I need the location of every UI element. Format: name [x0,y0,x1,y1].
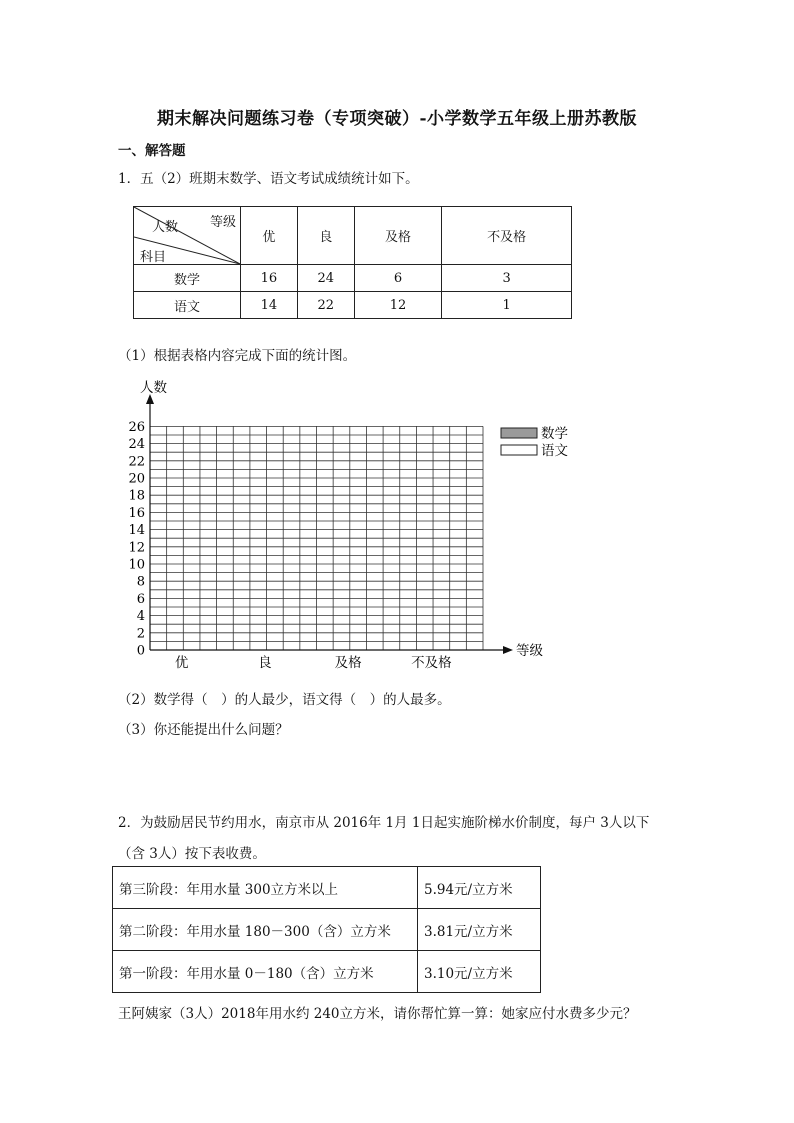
y-tick-label: 10 [128,557,145,573]
value-cell: 14 [241,292,298,319]
y-tick-label: 4 [136,609,145,625]
x-axis-title: 等级 [516,643,543,659]
y-tick-label: 18 [128,488,145,504]
table-row [113,951,541,993]
q2-water-price-table [112,866,541,993]
y-tick-label: 2 [136,626,145,642]
header-cell: 及格 [354,207,442,265]
q2-stem-line1: 2．为鼓励居民节约用水，南京市从 2016年 1月 1日起实施阶梯水价制度，每户 3人以下 [118,815,650,831]
y-tick-label: 12 [128,540,145,556]
q1-stem: 1．五（2）班期末数学、语文考试成绩统计如下。 [118,171,419,187]
value-cell: 22 [297,292,354,319]
legend-label: 数学 [541,426,568,442]
y-tick-label: 8 [136,574,145,590]
header-cell: 优 [241,207,298,265]
q1-score-table [133,206,572,319]
value-cell: 16 [241,265,298,292]
x-category-label: 不及格 [411,655,452,670]
page-title: 期末解决问题练习卷（专项突破）-小学数学五年级上册苏教版 [156,109,638,129]
legend-label: 语文 [541,443,568,459]
price-cell: 3.10元/立方米 [418,951,541,993]
subject-cell: 数学 [134,265,241,292]
table-corner-cell [134,207,241,265]
table-row [113,867,541,909]
value-cell: 6 [354,265,442,292]
legend-swatch [501,428,537,438]
section-heading: 一、解答题 [118,143,186,159]
table-row [113,909,541,951]
stage-cell: 第一阶段：年用水量 0－180（含）立方米 [113,951,418,993]
y-tick-label: 16 [128,505,145,521]
header-cell: 不及格 [442,207,572,265]
subject-cell: 语文 [134,292,241,319]
corner-label-count: 人数 [152,220,179,235]
y-tick-label: 24 [128,437,145,453]
corner-label-grade: 等级 [209,215,236,230]
value-cell: 1 [442,292,572,319]
y-tick-label: 26 [128,419,145,435]
legend-swatch [501,445,537,455]
table-row [134,292,572,319]
value-cell: 24 [297,265,354,292]
price-cell: 3.81元/立方米 [418,909,541,951]
value-cell: 3 [442,265,572,292]
q2-stem-line2: （含 3人）按下表收费。 [118,846,266,862]
x-category-label: 优 [174,655,189,670]
table-row [134,265,572,292]
y-axis-title: 人数 [140,380,167,396]
q2-question: 王阿姨家（3人）2018年用水约 240立方米，请你帮忙算一算：她家应付水费多少元？ [118,1006,637,1022]
y-tick-label: 20 [128,471,145,487]
q1-sub2: （2）数学得（ ）的人最少，语文得（ ）的人最多。 [118,692,451,708]
x-category-label: 良 [258,655,272,670]
y-tick-label: 6 [136,591,145,607]
y-tick-label: 14 [128,523,145,539]
y-tick-label: 0 [136,643,145,659]
corner-label-subject: 科目 [140,250,167,265]
value-cell: 12 [354,292,442,319]
header-cell: 良 [297,207,354,265]
q1-sub3: （3）你还能提出什么问题？ [118,722,289,738]
x-category-label: 及格 [334,655,362,670]
bar-chart-grid [120,370,590,670]
q1-sub1: （1）根据表格内容完成下面的统计图。 [118,348,357,364]
y-tick-label: 22 [128,454,145,470]
stage-cell: 第三阶段：年用水量 300立方米以上 [113,867,418,909]
x-axis-arrow [503,646,513,654]
stage-cell: 第二阶段：年用水量 180－300（含）立方米 [113,909,418,951]
price-cell: 5.94元/立方米 [418,867,541,909]
